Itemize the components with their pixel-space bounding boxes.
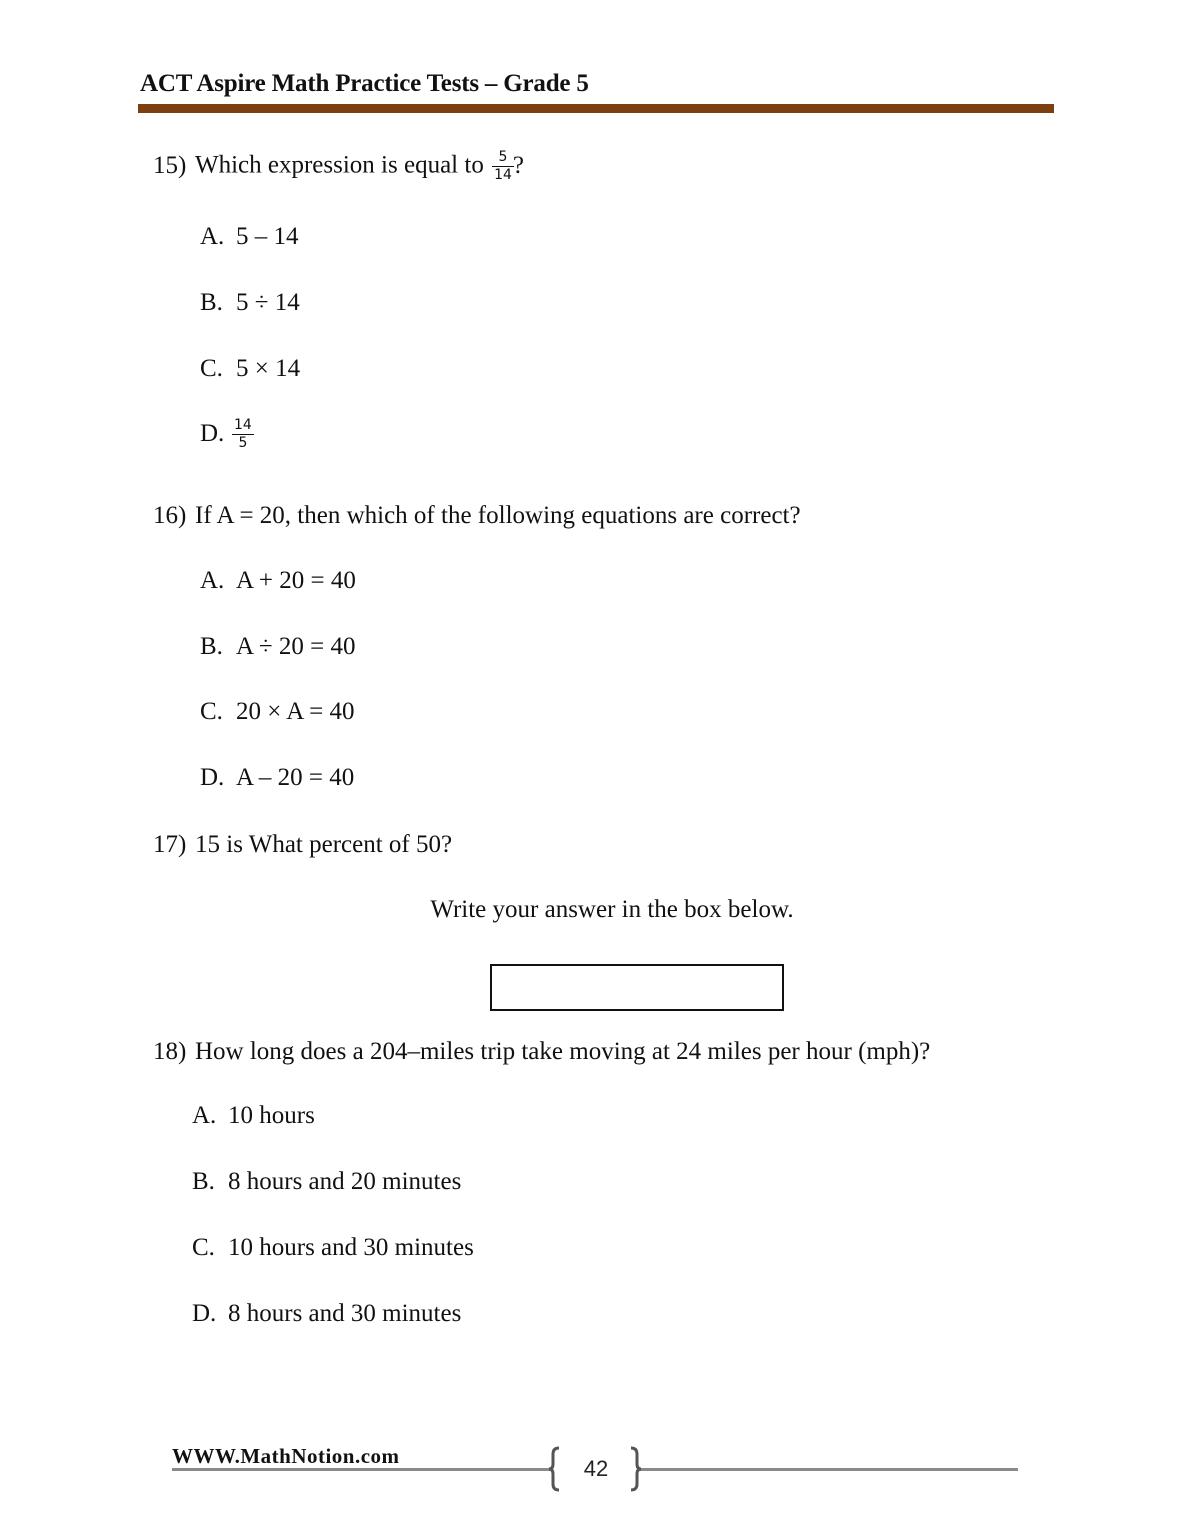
option-letter: C. [192,1234,215,1261]
question-number: 16) [153,502,187,529]
footer-website: WWW.MathNotion.com [172,1444,400,1468]
option-text: 5 × 14 [236,355,301,382]
option-text: 8 hours and 30 minutes [228,1300,462,1327]
option-letter: C. [200,698,223,725]
option-15-b[interactable] [200,289,300,317]
question-suffix: ? [512,151,525,179]
question-text: How long does a 204–miles trip take moving at 24 miles per hour (mph)? [195,1038,931,1065]
fraction [492,150,514,184]
option-letter: C. [200,355,223,382]
fraction [232,418,254,452]
question-number: 15) [153,151,187,179]
question-17 [153,831,452,859]
option-18-c[interactable] [192,1234,474,1262]
page-title: ACT Aspire Math Practice Tests – Grade 5 [140,70,589,97]
option-text: 5 ÷ 14 [236,289,300,316]
option-text: A + 20 = 40 [236,567,356,594]
option-text: A – 20 = 40 [236,764,355,791]
option-text: A ÷ 20 = 40 [236,633,356,660]
footer-divider-right [640,1468,1018,1471]
fraction-denominator: 5 [238,435,248,452]
fraction-numerator: 14 [232,418,254,435]
option-text: 5 – 14 [236,223,299,250]
option-16-d[interactable] [200,764,354,792]
header-divider [138,104,1054,113]
option-16-c[interactable] [200,698,355,726]
option-letter: B. [200,633,223,660]
page-number: 42 [583,1456,609,1481]
option-letter: D. [192,1300,217,1327]
left-brace-icon [548,1446,562,1492]
option-text: 8 hours and 20 minutes [228,1168,462,1195]
option-text: 10 hours [228,1102,315,1129]
question-text: Which expression is equal to [195,151,484,179]
option-letter: A. [200,223,225,250]
option-letter: A. [200,567,225,594]
question-16 [153,502,801,530]
question-18 [153,1038,930,1066]
answer-instruction: Write your answer in the box below. [430,896,794,923]
option-16-b[interactable] [200,633,356,661]
footer-divider-left [172,1468,550,1471]
option-15-d[interactable] [200,418,256,452]
option-letter: B. [192,1168,215,1195]
option-text: 20 × A = 40 [236,698,355,725]
fraction-denominator: 14 [494,167,512,184]
option-letter: A. [192,1102,217,1129]
right-brace-icon [628,1446,642,1492]
question-number: 17) [153,831,187,858]
question-15 [153,150,524,184]
option-15-c[interactable] [200,355,300,383]
option-16-a[interactable] [200,567,356,595]
option-letter: D. [200,764,225,791]
question-number: 18) [153,1038,187,1065]
option-letter: B. [200,289,223,316]
option-18-d[interactable] [192,1300,461,1328]
option-text: 10 hours and 30 minutes [228,1234,474,1261]
option-letter: D. [200,419,225,447]
option-18-a[interactable] [192,1102,315,1130]
option-15-a[interactable] [200,223,299,251]
fraction-numerator: 5 [492,150,514,167]
question-text: If A = 20, then which of the following equations are correct? [195,502,801,529]
option-18-b[interactable] [192,1168,461,1196]
question-text: 15 is What percent of 50? [195,831,453,858]
answer-box[interactable] [490,964,784,1011]
